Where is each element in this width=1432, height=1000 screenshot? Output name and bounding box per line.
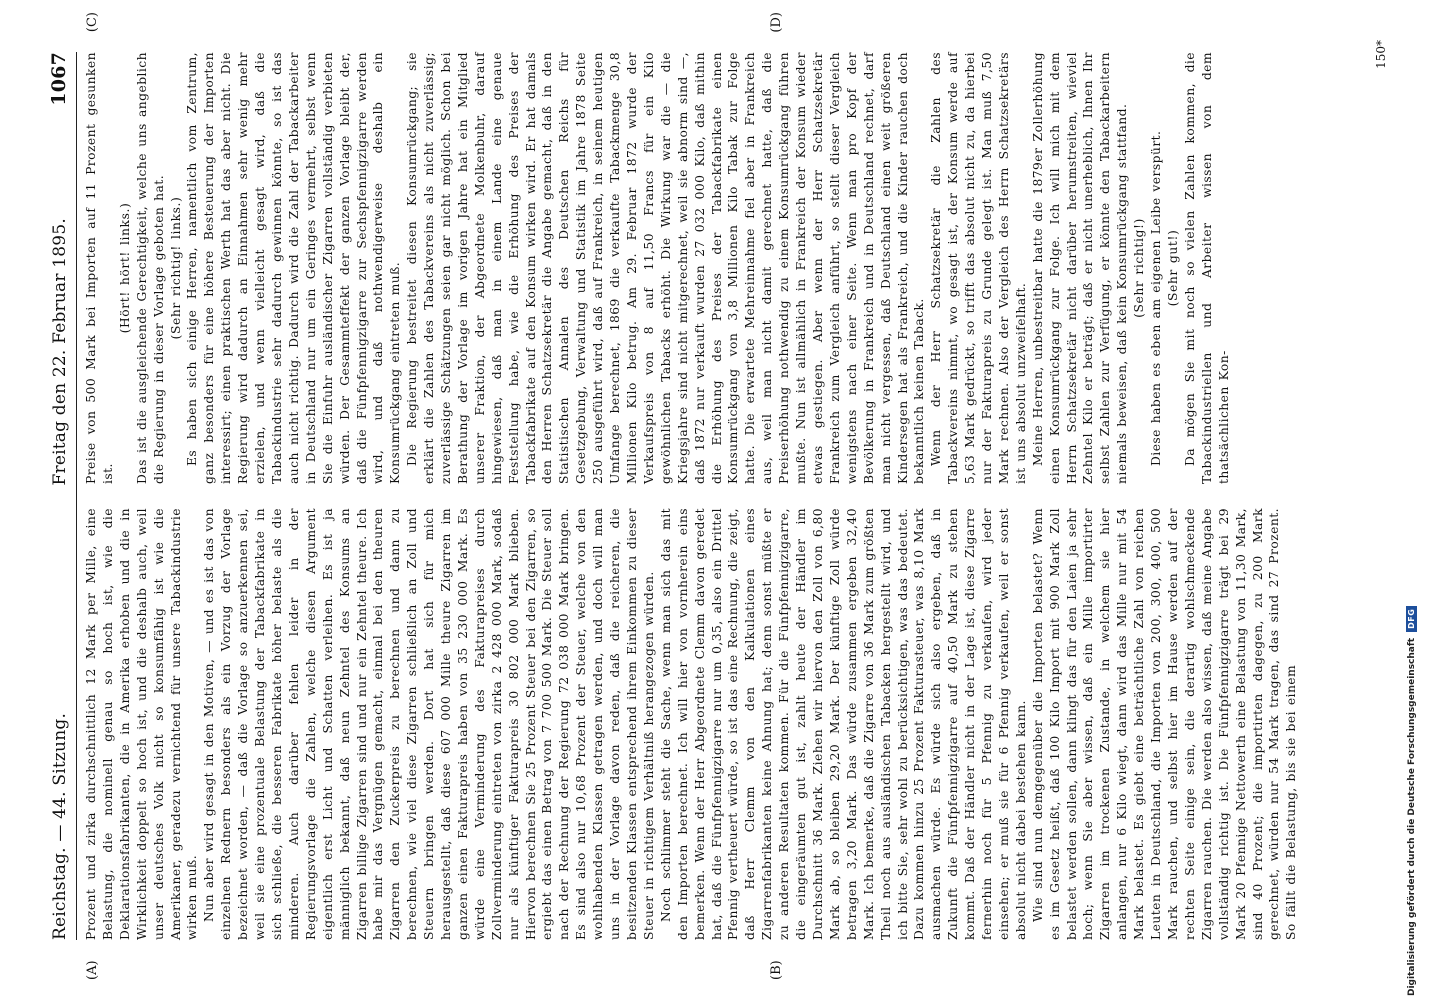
page-header (48, 52, 77, 940)
page-number: 1067 (48, 52, 70, 106)
paragraph: Wie sind nun demgegenüber die Importen belastet? Wenn es im Gesetz heißt, daß 100 Kilo Import mit 900 Mark Zoll belastet werden sollen, dann klingt das für den Laien ja sehr hoch; wenn Sie aber wissen, daß ein Mille importirter Zigarren im trockenen Zustande, in welchem sie hier anlangen, nur 6 Kilo wiegt, dann wird das Mille nur mit 54 Mark belastet. Es giebt eine beträchtliche Zahl von reichen Leuten in Deutschland, die Importen von 200, 300, 400, 500 Mark rauchen, und selbst hier im Hause werden auf der rechten Seite einige sein, die derartig wohlschmeckende Zigarren rauchen. Die werden also wissen, daß meine Angabe vollständig richtig ist. Die Fünfpfennigzigarre trägt bei 29 Mark 20 Pfennige Nettowerth eine Belastung von 11,30 Mark, sind 40 Prozent; die importirten dagegen, zu 200 Mark gerechnet, würden nur 54 Mark tragen, das sind 27 Prozent. So fällt die Belastung, bis sie bei einem (1030, 508, 1299, 940)
dfg-funding-note (1406, 606, 1417, 996)
margin-marker-d: (D) (769, 12, 784, 33)
margin-marker-a: (A) (85, 960, 100, 980)
interjection: (Sehr gut!) (1166, 229, 1180, 307)
interjection: (Hört! hört! links.) (117, 202, 132, 334)
paragraph: Meine Herren, unbestreitbar hatte die 1879er Zollerhöhung einen Konsumrückgang zur Folge. Ich will mich mit dem Herrn Schatzsekretär nicht darüber herumstreiten, wieviel Zehntel Kilo er beträgt; daß er nicht unerheblich, Ihnen Ihr selbst Zahlen zur Verfügung, er könnte den Tabackarbeitern niemals beweisen, daß kein Konsumrückgang stattfand. (1030, 52, 1130, 484)
interjection: (Sehr richtig! links.) (168, 196, 183, 340)
paragraph: Diese haben es eben am eigenen Leibe verspürt. (1149, 130, 1164, 466)
paragraph: Die Regierung bestreitet diesen Konsumrückgang; sie erklärt die Zahlen des Tabackvereins als nicht zuverlässig; zuverlässige Schätzungen seien gar nicht möglich. Schon bei Berathung der Vorlage im vorigen Jahre hat ein Mitglied unserer Fraktion, der Abgeordnete Molkenbuhr, darauf hingewiesen, daß man in einem Lande eine genaue Feststellung habe, wie die Erhöhung des Preises der Tabackfabrikate auf den Konsum wirken wird. Er hat damals den Herren Schatzsekretär die Angabe gemacht, daß in den Statistischen Annalen des Deutschen Reichs für Gesetzgebung, Verwaltung und Statistik im Jahre 1878 Seite 250 ausgeführt wird, daß auf Frankreich, in seinem heutigen Umfange berechnet, 1869 die verkaufte Tabackmenge 30,8 Millionen Kilo betrug. Am 29. Februar 1872 wurde der Verkaufspreis von 8 auf 11,50 Francs für ein Kilo gewöhnlichen Tabacks erhöht. Die Wirkung war die — die Kriegsjahre sind nicht mitgerechnet, weil sie abnorm sind —, daß 1872 nur verkauft wurden 27 032 000 Kilo, daß mithin die Erhöhung des Preises der Tabackfabrikate einen Konsumrückgang von 3,8 Millionen Kilo Tabak zur Folge hatte. Die erwartete Mehreinnahme fiel aber in Frankreich aus, weil man nicht damit gerechnet hatte, daß die Preiserhöhung nothwendig zu einem Konsumrückgang führen mußte. Nun ist allmählich in Frankreich der Konsum wieder etwas gestiegen. Aber wenn der Herr Schatzsekretär Frankreich zum Vergleich anführt, so stellt dieser Vergleich wenigstens nach einer Seite. Wenn man pro Kopf der Bevölkerung in Frankreich und in Deutschland rechnet, darf man nicht vergessen, daß Deutschland einen weit größeren Kindersegen hat als Frankreich, und die Kinder rauchen doch bekanntlich keinen Taback. (405, 52, 927, 484)
signature-mark: 150* (1374, 40, 1388, 69)
text-columns (83, 12, 1300, 980)
margin-marker-c: (C) (85, 12, 100, 33)
margin-marker-b: (B) (769, 960, 784, 980)
paragraph: Nun aber wird gesagt in den Motiven, — und es ist das von einzelnen Rednern besonders als ein Vorzug der Vorlage bezeichnet worden, — daß die Vorlage so anzuerkennen sei, weil sie eine prozentuale Belastung der Tabackfabrikate in sich schließe, die besseren Fabrikate höher belaste als die minderen. Auch darüber fehlen leider in der Regierungsvorlage die Zahlen, welche diesen Argument eigentlich erst Licht und Schatten verleihen. Es ist ja männiglich bekannt, daß neun Zehntel des Konsums an Zigarren billige Zigarren sind und nur ein Zehntel theure. Ich habe mir das Vergnügen gemacht, einmal bei den theuren Zigarren den Zuckerpreis zu berechnen und dann zu berechnen, wie viel diese Zigarren schließlich an Zoll und Steuern bringen werden. Dort hat sich für mich herausgestellt, daß diese 607 000 Mille theure Zigarren im ganzen einen Fakturapreis haben von 35 230 000 Mark. Es würde eine Verminderung des Fakturapreises durch Zollverminderung eintreten von zirka 2 428 000 Mark, sodaß nur als künftiger Fakturapreis 30 802 000 Mark blieben. Hiervon berechnen Sie 25 Prozent Steuer bei den Zigarren, so ergiebt das einen Betrag von 7 700 500 Mark. Die Steuer soll nach der Rechnung der Regierung 72 038 000 Mark bringen. Es sind also nur 10,68 Prozent der Steuer, welche von den wohlhabenden Klassen getragen werden, und doch will man uns in der Vorlage davon reden, daß die reicheren, die besitzenden Klassen entsprechend ihrem Einkommen zu dieser Steuer in richtigem Verhältniß herangezogen würden. (202, 508, 656, 940)
paragraph: Preise von 500 Mark bei Importen auf 11 Prozent gesunken ist. (84, 52, 115, 484)
paragraph: Das ist die ausgleichende Gerechtigkeit, welche uns angeblich die Regierung in dieser Vorlage geboten hat. (134, 52, 166, 484)
header-date: Freitag den 22. Februar 1895. (50, 218, 70, 486)
right-column (83, 52, 1300, 484)
paragraph: Da mögen Sie mit noch so vielen Zahlen kommen, die Tabackindustriellen und Arbeiter wissen von dem thatsächlichen Kon- (1182, 52, 1231, 484)
header-session: Reichstag. — 44. Sitzung. (50, 712, 70, 940)
paragraph: Wenn der Herr Schatzsekretär die Zahlen des Tabackvereins nimmt, wo gesagt ist, der Konsum werde auf 5,63 Mark gedrückt, so trifft das absolut nicht zu, da hierbei nur der Fakturapreis zu Grunde gelegt ist. Man muß 7,50 Mark rechnen. Also der Vergleich des Herrn Schatzsekretärs ist uns absolut unzweifelhaft. (929, 52, 1028, 484)
dfg-logo: DFG (1406, 606, 1417, 632)
paragraph: Es haben sich einige Herren, namentlich vom Zentrum, ganz besonders für eine höhere Besteuerung der Importen interessirt; einen praktischen Werth hat das aber nicht. Die Regierung wird dadurch an Einnahmen sehr wenig mehr erzielen, und wenn vielleicht gesagt wird, daß die Tabackindustrie sehr dadurch gewinnen könnte, so ist das auch nicht richtig. Dadurch wird die Zahl der Tabackarbeiter in Deutschland nur um ein Geringes vermehrt, selbst wenn Sie die Einfuhr ausländischer Zigarren vollständig verbieten würden. Der Gesammteffekt der ganzen Vorlage bleibt der, daß die Fünfpfennigzigarre zur Sechspfennigzigarre werden wird, und daß nothwendigerweise deshalb ein Konsumrückgang eintreten muß. (185, 52, 403, 484)
dfg-note-text: Digitalisierung gefördert durch die Deutsche Forschungsgemeinschaft (1406, 637, 1417, 996)
left-column (83, 508, 1300, 940)
paragraph: Prozent und zirka durchschnittlich 12 Mark per Mille, eine Belastung, die nominell genau so hoch ist, wie die Deklarationsfabrikanten, die in Amerika erhoben und die in Wirklichkeit doppelt so hoch ist, und die deshalb auch, weil unser deutsches Volk nicht so konsumfähig ist wie die Amerikaner, geradezu vernichtend für unsere Tabackindustrie wirken muß. (84, 508, 200, 940)
paragraph: Noch schlimmer steht die Sache, wenn man sich das mit den Importen berechnet. Ich will hier von vornherein eins bemerken. Wenn der Herr Abgeordnete Clemm davon geredet hat, daß die Fünfpfennigzigarre nur um 0,35, also ein Drittel Pfennig vertheuert würde, so ist das eine Rechnung, die zeigt, daß Herr Clemm von den Kalkulationen eines Zigarrenfabrikanten keine Ahnung hat; denn sonst müßte er zu anderen Resultaten kommen. Für die Fünfpfennigzigarre, die eingeräumten gut ist, zahlt heute der Händler im Durchschnitt 36 Mark. Ziehen wir hiervon den Zoll von 6,80 Mark ab, so bleiben 29,20 Mark. Der künftige Zoll würde betragen 3,20 Mark. Das würde zusammen ergeben 32,40 Mark. Ich bemerke, daß die Zigarre von 36 Mark zum größten Theil noch aus ausländischen Tabacken hergestellt wird, und ich bitte Sie, sehr wohl zu berücksichtigen, was das bedeutet. Dazu kommen hinzu 25 Prozent Fakturasteuer, was 8,10 Mark ausmachen würde. Es würde sich also ergeben, daß in Zukunft die Fünfpfennigzigarre auf 40,50 Mark zu stehen kommt. Daß der Händler nicht in der Lage ist, diese Zigarre fernerhin noch für 5 Pfennig zu verkaufen, wird jeder einsehen; er muß sie für 6 Pfennig verkaufen, weil er sonst absolut nicht dabei bestehen kann. (658, 508, 1028, 940)
interjection: (Sehr richtig!) (1132, 218, 1147, 318)
